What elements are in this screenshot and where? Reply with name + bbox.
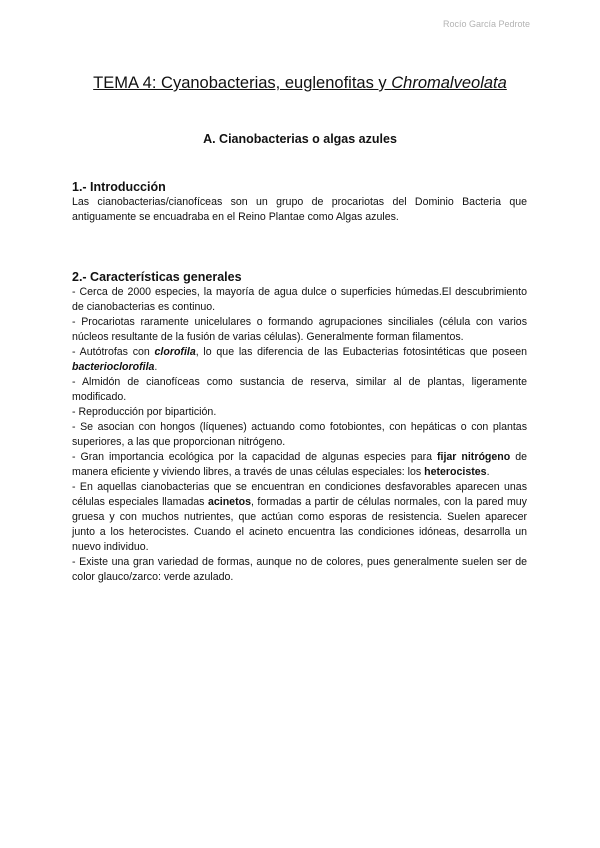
characteristic-item: - Se asocian con hongos (líquenes) actuando como fotobiontes, con hepáticas o con plantas superiores, a las que proporcionan nitrógeno.: [72, 421, 527, 448]
characteristic-item: - Cerca de 2000 especies, la mayoría de agua dulce o superficies húmedas.El descubrimiento de cianobacterias es continuo.: [72, 286, 527, 313]
item-text: , formadas a partir de células normales, con la pared muy gruesa y con muchos nutrientes, que actúan como esporas de resistencia. Suelen aparecer junto a los heterocistes. Cuando el acineto encuentra las condiciones idóneas, desarrolla un nuevo individuo.: [72, 496, 527, 553]
characteristic-item: - Reproducción por bipartición.: [72, 406, 217, 418]
intro-paragraph: Las cianobacterias/cianofíceas son un grupo de procariotas del Dominio Bacteria que antiguamente se encuadraba en el Reino Plantae como Algas azules.: [72, 196, 527, 223]
characteristics-heading: 2.- Características generales: [72, 270, 242, 284]
emphasis-clorofila: clorofila: [154, 346, 196, 358]
emphasis-bacterioclorofila: bacterioclorofila: [72, 361, 155, 373]
characteristic-item: [72, 345, 527, 375]
document-title: [0, 74, 600, 93]
item-text: - Autótrofas con: [72, 346, 155, 358]
item-text: .: [154, 361, 158, 373]
item-text: de manera eficiente y viviendo libres, a través de unas células especiales: los: [72, 451, 527, 478]
characteristic-item: [72, 480, 527, 555]
characteristic-item: - Procariotas raramente unicelulares o formando agrupaciones sinciliales (célula con varios núcleos resultante de la fusión de varias células). Generalmente forman filamentos.: [72, 316, 527, 343]
item-text: - Gran importancia ecológica por la capacidad de algunas especies para: [72, 451, 437, 463]
title-italic: Chromalveolata: [391, 74, 507, 92]
item-text: .: [486, 466, 490, 478]
item-text: - En aquellas cianobacterias que se encuentran en condiciones desfavorables aparecen unas células especiales llamadas: [72, 481, 527, 508]
intro-heading: 1.- Introducción: [72, 180, 166, 194]
emphasis-acinetos: acinetos: [207, 496, 251, 508]
author-name: Rocío García Pedrote: [442, 19, 530, 29]
intro-section: [72, 180, 527, 225]
emphasis-heterocistes: heterocistes: [424, 466, 487, 478]
characteristic-item: - Existe una gran variedad de formas, aunque no de colores, pues generalmente suelen ser de color glauco/zarco: verde azulado.: [72, 556, 527, 583]
title-main: TEMA 4: Cyanobacterias, euglenofitas y: [93, 74, 392, 92]
emphasis-fijar-nitrogeno: fijar nitrógeno: [437, 451, 511, 463]
characteristics-section: [72, 270, 527, 585]
section-a-heading: A. Cianobacterias o algas azules: [203, 132, 397, 146]
characteristic-item: [72, 450, 527, 480]
characteristic-item: - Almidón de cianofíceas como sustancia de reserva, similar al de plantas, ligeramente modificado.: [72, 376, 527, 403]
item-text: , lo que las diferencia de las Eubacterias fotosintéticas que poseen: [195, 346, 527, 358]
